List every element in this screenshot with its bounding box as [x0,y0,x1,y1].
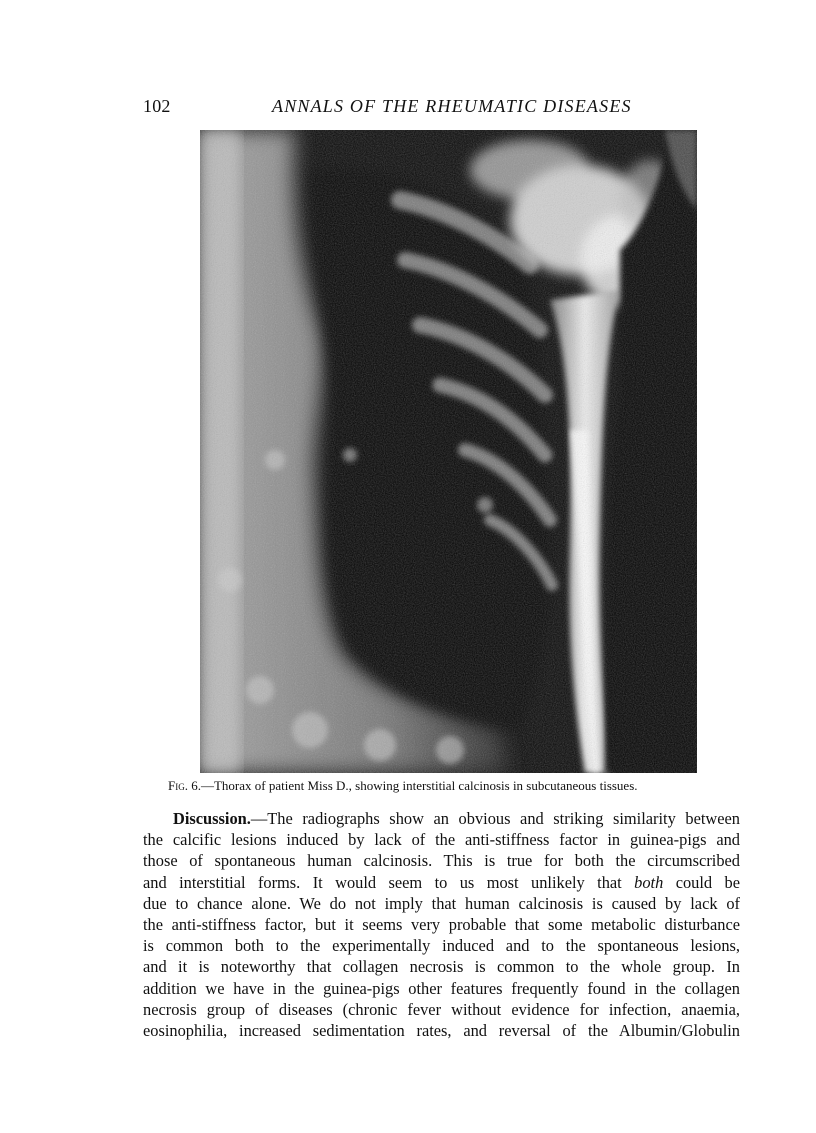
chest-radiograph-figure [200,130,697,773]
paragraph-line-11: eosinophilia, increased sedimentation rates, and reversal of the Albumin/Globulin [143,1021,740,1041]
paragraph-line-5: due to chance alone. We do not imply that human calcinosis is caused by lack of [143,893,740,913]
page-number: 102 [143,96,171,116]
discussion-heading: Discussion. [173,809,251,828]
paragraph-line-4: and interstitial forms. It would seem to us most unlikely that both could be [143,872,740,892]
paragraph-line-6: the anti-stiffness factor, but it seems very probable that some metabolic disturbance [143,915,740,935]
paragraph-line-8: and it is noteworthy that collagen necrosis is common to the whole group. In [143,957,740,977]
paragraph-line-1: Discussion.—The radiographs show an obvious and striking similarity between [173,809,740,828]
radiograph-image [200,130,697,773]
figure-label: Fig. 6. [168,778,201,793]
emphasis-both: both [634,872,664,892]
discussion-paragraph [143,808,740,1041]
paragraph-line-9: addition we have in the guinea-pigs other features frequently found in the collagen [143,978,740,998]
paragraph-line-3: those of spontaneous human calcinosis. This is true for both the circumscribed [143,851,740,871]
paragraph-line-2: the calcific lesions induced by lack of the anti-stiffness factor in guinea-pigs and [143,830,740,850]
figure-caption [168,778,768,794]
running-head: ANNALS OF THE RHEUMATIC DISEASES [272,96,632,116]
figure-caption-text: —Thorax of patient Miss D., showing interstitial calcinosis in subcutaneous tissues. [200,778,638,793]
paragraph-line-7: is common both to the experimentally induced and to the spontaneous lesions, [143,936,740,956]
paragraph-line-10: necrosis group of diseases (chronic fever without evidence for infection, anaemia, [143,999,740,1019]
